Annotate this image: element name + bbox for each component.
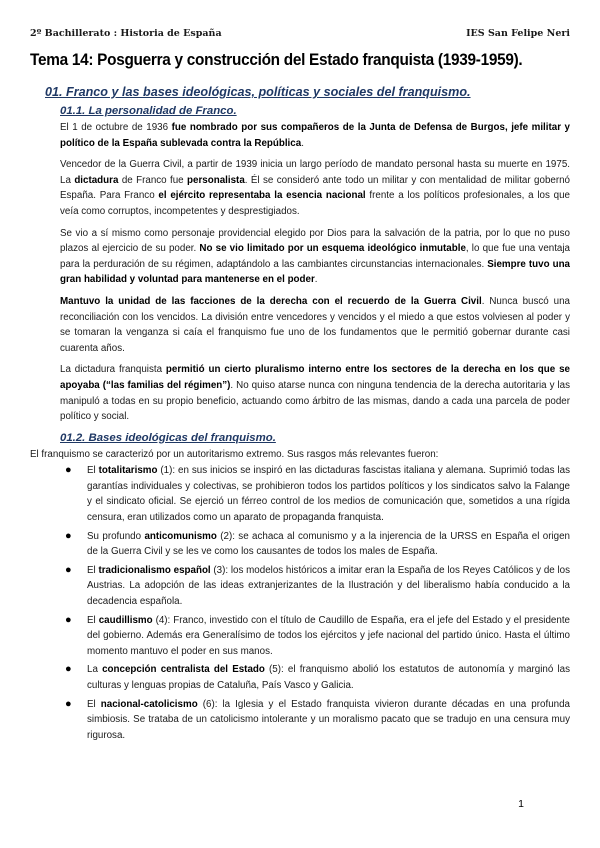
p2-text-e: . Él se consideró ante todo un militar y con mentalidad de militar gobernó España. Para Franco xyxy=(60,174,570,202)
item-pre: El xyxy=(87,564,99,576)
bases-list xyxy=(60,463,570,743)
document-body xyxy=(30,84,570,746)
list-item xyxy=(60,463,570,525)
bullet-icon: ● xyxy=(65,697,72,710)
list-item xyxy=(60,613,570,660)
bullet-icon: ● xyxy=(65,613,72,626)
p5-text-a: La dictadura franquista xyxy=(60,364,166,376)
item-pre: El xyxy=(87,614,99,626)
item-pre: La xyxy=(87,664,103,676)
paragraph-2 xyxy=(60,157,570,219)
p2-text-c: de Franco fue xyxy=(118,174,188,186)
subsection-heading-bases: 01.2. Bases ideológicas del franquismo. xyxy=(60,431,276,444)
p1-bold-b: fue nombrado por sus compañeros de la Junta de Defensa de Burgos, jefe militar y político de la España sublevada contra la República xyxy=(60,122,570,149)
header-course: 2º Bachillerato : Historia de España xyxy=(30,28,222,39)
item-pre: Su profundo xyxy=(87,530,145,542)
p2-bold-b: dictadura xyxy=(74,174,119,186)
item-text: (3): los modelos históricos a imitar eran la España de los Reyes Católicos y de los Austrias. La adopción de las ideas extranjerizantes de la Ilustración y del liberalismo había conducido a la decadencia española. xyxy=(87,564,570,608)
p2-bold-f: el ejército representaba la esencia nacional xyxy=(158,190,366,202)
page-header xyxy=(30,28,570,42)
bullet-icon: ● xyxy=(65,529,72,542)
p5-text-c: . No quiso atarse nunca con ninguna tendencia de la derecha autoritaria y las manipuló a todas en su propio beneficio, actuando como árbitro de las mismas, dando a cada una parcela de poder político y social. xyxy=(60,379,570,423)
bullet-icon: ● xyxy=(65,464,72,477)
page-title: Tema 14: Posguerra y construcción del Estado franquista (1939-1959). xyxy=(30,51,523,69)
item-pre: El xyxy=(87,698,101,710)
item-text: (4): Franco, investido con el título de Caudillo de España, era el jefe del Estado y el presidente del gobierno. Además era Generalísimo de todos los ejércitos y jefe nacional del partido único. Hasta el último momento mantuvo el poder en sus manos. xyxy=(87,614,570,657)
bullet-icon: ● xyxy=(65,663,72,676)
item-text: (6): la Iglesia y el Estado franquista vivieron durante décadas en una profunda simbiosis. Se trataba de un catolicismo intolerante y un moralismo pacato que se tradujo en una censura muy rigurosa. xyxy=(87,698,570,741)
p4-bold-a: Mantuvo la unidad de las facciones de la derecha con el recuerdo de la Guerra Civil xyxy=(60,295,482,307)
p2-text-a: Vencedor de la Guerra Civil, a partir de 1939 inicia un largo período de mandato personal hasta su muerte en 1975. La xyxy=(60,159,570,186)
item-term: totalitarismo xyxy=(98,465,158,477)
page-number: 1 xyxy=(518,798,524,810)
item-text: (1): en sus inicios se inspiró en las dictaduras fascistas italiana y alemana. Suprimió todas las garantías individuales y colectivas, se prohibieron todos los partidos políticos y los sindicatos salvo la Falange y el sindicato oficial. Se ejerció un férreo control de los medios de comunicación que, sometidos a una rígida censura, eran utilizados como un aparato de propaganda franquista. xyxy=(87,465,571,524)
p5-bold-b: permitió un cierto pluralismo interno entre los sectores de la derecha en los que se apoyaba (“las familias del régimen”) xyxy=(60,364,570,391)
p3-text-a: Se vio a sí mismo como personaje providencial elegido por Dios para la salvación de la patria, por lo que no puso plazos al ejercicio de su poder. xyxy=(60,227,570,255)
item-term: anticomunismo xyxy=(144,530,217,542)
p2-bold-d: personalista xyxy=(187,174,245,186)
item-term: caudillismo xyxy=(98,614,153,626)
item-term: nacional-catolicismo xyxy=(100,698,198,710)
list-item xyxy=(60,697,570,744)
p2-text-g: frente a los políticos profesionales, a los que veía como corruptos, incompetentes y desprestigiados. xyxy=(60,190,570,217)
paragraph-4 xyxy=(60,294,570,356)
p3-text-c: , lo que fue una ventaja para la perduración de su régimen, adaptándolo a las cambiantes circunstancias internacionales. xyxy=(60,243,571,270)
header-school: IES San Felipe Neri xyxy=(466,28,570,39)
list-item xyxy=(60,662,570,693)
item-text: (2): se achaca al comunismo y a la injerencia de la URSS en España el origen de la Guerra Civil y se les ve como los causantes de todos los males de España. xyxy=(87,530,570,558)
p4-text-b: . Nunca buscó una reconciliación con los vencidos. La división entre vencedores y vencidos y el miedo a que estos volviesen al poder y se tomaran la venganza si caía el franquismo fue uno de los fundamentos que le permitió gobernar durante casi cuarenta años. xyxy=(60,295,570,354)
p1-text-a: El 1 de octubre de 1936 xyxy=(60,122,172,133)
list-item xyxy=(60,529,570,560)
item-pre: El xyxy=(87,465,99,477)
paragraph-3 xyxy=(60,226,570,288)
item-text: (5): el franquismo abolió los estatutos de autonomía y marginó las culturas y lenguas propias de Cataluña, País Vasco y Galicia. xyxy=(87,664,570,691)
p3-text-e: . xyxy=(314,274,318,286)
p3-bold-b: No se vio limitado por un esquema ideológico inmutable xyxy=(199,243,466,255)
item-term: concepción centralista del Estado xyxy=(102,664,265,676)
bullet-icon: ● xyxy=(65,563,72,576)
p3-bold-d: Siempre tuvo una gran habilidad y voluntad para mantenerse en el poder xyxy=(60,258,571,286)
section-heading: 01. Franco y las bases ideológicas, políticas y sociales del franquismo. xyxy=(45,85,471,99)
paragraph-1 xyxy=(60,120,570,151)
bases-intro: El franquismo se caracterizó por un autoritarismo extremo. Sus rasgos más relevantes fueron: xyxy=(30,448,439,460)
list-item xyxy=(60,563,570,610)
subsection-heading-personalidad: 01.1. La personalidad de Franco. xyxy=(60,105,237,117)
paragraph-5 xyxy=(60,362,570,424)
p1-text-c: . xyxy=(301,137,304,149)
item-term: tradicionalismo español xyxy=(98,564,211,576)
